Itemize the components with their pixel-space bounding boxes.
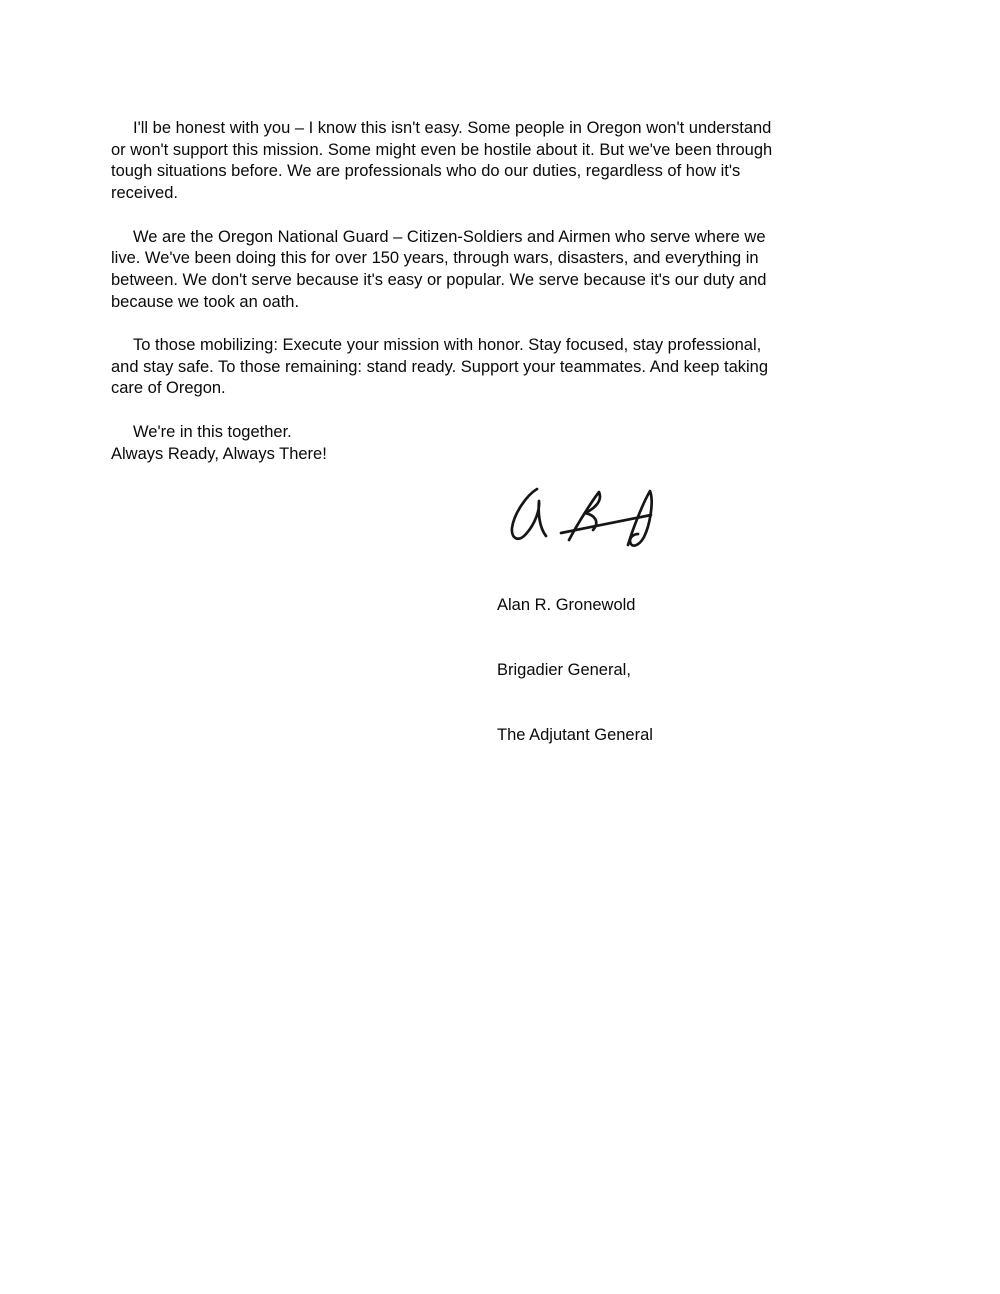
signatory-name: Alan R. Gronewold [497,596,636,615]
letter-line: To those mobilizing: Execute your mission with honor. Stay focused, stay professional, [133,336,762,354]
letter-line: and stay safe. To those remaining: stand ready. Support your teammates. And keep taking [111,357,769,376]
letter-line: received. [111,184,178,203]
letter-line: care of Oregon. [111,379,226,398]
closing-line: Always Ready, Always There! [111,444,327,463]
signature-stroke-g [569,492,600,540]
signatory-rank: Brigadier General, [497,660,631,679]
letter-paragraph [111,227,881,314]
letter-line: tough situations before. We are professionals who do our duties, regardless of how it's [111,162,741,181]
letter-body [111,118,881,487]
signatory-title: The Adjutant General [497,725,653,744]
signature-block [497,552,653,790]
letter-line: I'll be honest with you – I know this isn't easy. Some people in Oregon won't understand [133,119,772,137]
letter-line: live. We've been doing this for over 150 years, through wars, disasters, and everything in [111,249,759,268]
letter-paragraph [111,335,881,400]
letter-line: between. We don't serve because it's easy or popular. We serve because it's our duty and [111,270,767,289]
letter-line: or won't support this mission. Some might even be hostile about it. But we've been through [111,140,773,159]
letter-paragraph [111,118,881,205]
signature-stroke-a [512,489,546,539]
letter-line: because we took an oath. [111,292,300,311]
closing-line: We're in this together. [133,422,292,441]
signature-handwriting-image [503,482,655,548]
letter-closing [111,422,881,465]
letter-line: We are the Oregon National Guard – Citizen-Soldiers and Airmen who serve where we [133,227,766,246]
